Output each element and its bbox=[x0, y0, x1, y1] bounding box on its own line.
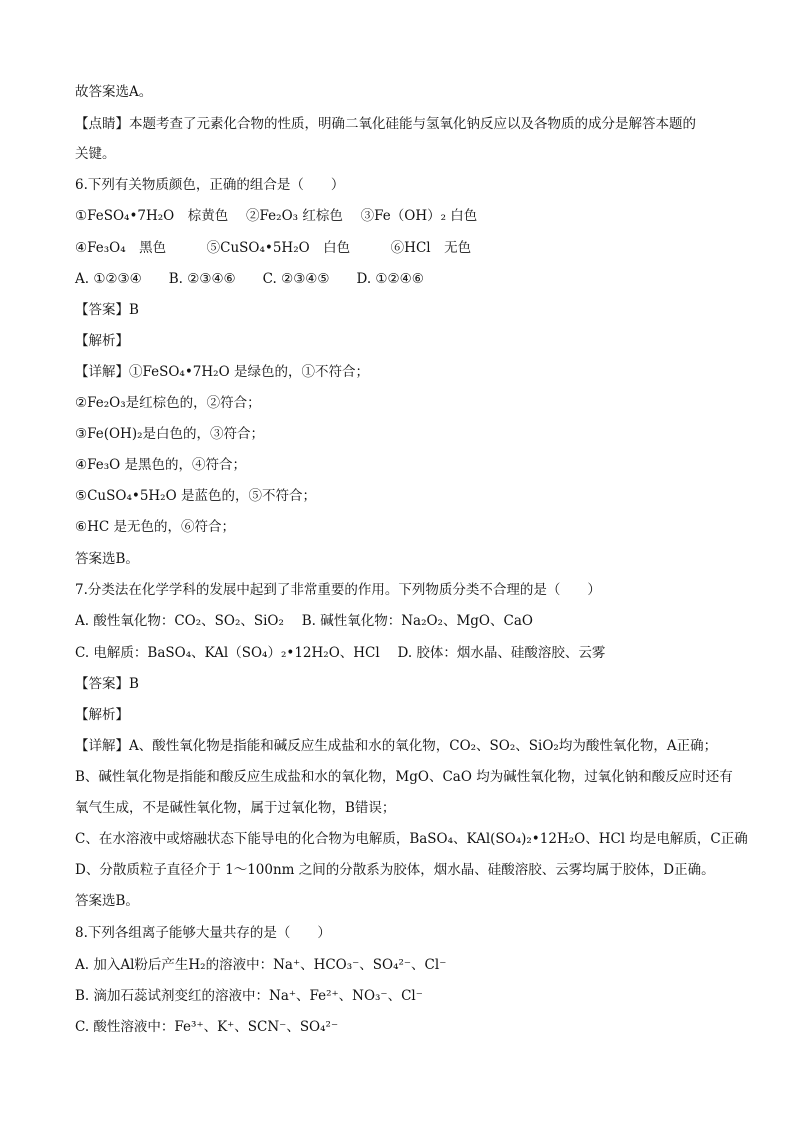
text-line: B、碱性氧化物是指能和酸反应生成盐和水的氧化物，MgO、CaO 均为碱性氧化物，过氧化钠和酸反应时还有 bbox=[75, 769, 733, 785]
question-7-stem: 7.分类法在化学学科的发展中起到了非常重要的作用。下列物质分类不合理的是（ ） bbox=[75, 582, 601, 598]
text-line: ①FeSO₄•7H₂O 棕黄色 ②Fe₂O₃ 红棕色 ③Fe（OH）₂ 白色 bbox=[75, 208, 478, 224]
text-line: ⑤CuSO₄•5H₂O 是蓝色的，⑤不符合； bbox=[75, 488, 316, 504]
text-line: ②Fe₂O₃是红棕色的，②符合； bbox=[75, 395, 261, 411]
text-line: 答案选B。 bbox=[75, 893, 139, 909]
text-line: 故答案选A。 bbox=[75, 84, 153, 100]
text-line: 关键。 bbox=[75, 146, 116, 162]
question-8-stem: 8.下列各组离子能够大量共存的是（ ） bbox=[75, 925, 331, 941]
analysis-label: 【解析】 bbox=[75, 333, 129, 349]
text-line: ⑥HC 是无色的，⑥符合； bbox=[75, 519, 235, 535]
question-7-options-cd: C. 电解质：BaSO₄、KAl（SO₄）₂•12H₂O、HCl D. 胶体：烟水晶、硅酸溶胶、云雾 bbox=[75, 645, 606, 661]
text-line: 【点睛】本题考查了元素化合物的性质，明确二氧化硅能与氢氧化钠反应以及各物质的成分是解答本题的 bbox=[75, 116, 696, 132]
answer-label: 【答案】B bbox=[75, 302, 139, 318]
question-6-stem: 6.下列有关物质颜色，正确的组合是（ ） bbox=[75, 177, 345, 193]
text-line: 答案选B。 bbox=[75, 551, 139, 567]
text-line: C、在水溶液中或熔融状态下能导电的化合物为电解质，BaSO₄、KAl(SO₄)₂•12H₂O、HCl 均是电解质，C正确 bbox=[75, 831, 748, 847]
text-line: ④Fe₃O 是黑色的，④符合； bbox=[75, 457, 246, 473]
answer-label: 【答案】B bbox=[75, 676, 139, 692]
text-line: D、分散质粒子直径介于 1～100nm 之间的分散系为胶体，烟水晶、硅酸溶胶、云雾均属于胶体，D正确。 bbox=[75, 862, 715, 878]
question-7-options-ab: A. 酸性氧化物：CO₂、SO₂、SiO₂ B. 碱性氧化物：Na₂O₂、MgO、CaO bbox=[75, 613, 533, 629]
text-line: 【详解】①FeSO₄•7H₂O 是绿色的，①不符合； bbox=[75, 364, 369, 380]
text-line: ③Fe(OH)₂是白色的，③符合； bbox=[75, 426, 265, 442]
text-line: 【详解】A、酸性氧化物是指能和碱反应生成盐和水的氧化物，CO₂、SO₂、SiO₂均为酸性氧化物，A正确； bbox=[75, 738, 718, 754]
question-6-options: A. ①②③④ B. ②③④⑥ C. ②③④⑤ D. ①②④⑥ bbox=[75, 271, 424, 287]
text-line: 氧气生成，不是碱性氧化物，属于过氧化物，B错误； bbox=[75, 800, 396, 816]
analysis-label: 【解析】 bbox=[75, 707, 129, 723]
question-8-option-c: C. 酸性溶液中：Fe³⁺、K⁺、SCN⁻、SO₄²⁻ bbox=[75, 1019, 339, 1035]
question-8-option-a: A. 加入Al粉后产生H₂的溶液中：Na⁺、HCO₃⁻、SO₄²⁻、Cl⁻ bbox=[75, 957, 447, 973]
text-line: ④Fe₃O₄ 黑色 ⑤CuSO₄•5H₂O 白色 ⑥HCl 无色 bbox=[75, 240, 472, 256]
question-8-option-b: B. 滴加石蕊试剂变红的溶液中：Na⁺、Fe²⁺、NO₃⁻、Cl⁻ bbox=[75, 988, 423, 1004]
